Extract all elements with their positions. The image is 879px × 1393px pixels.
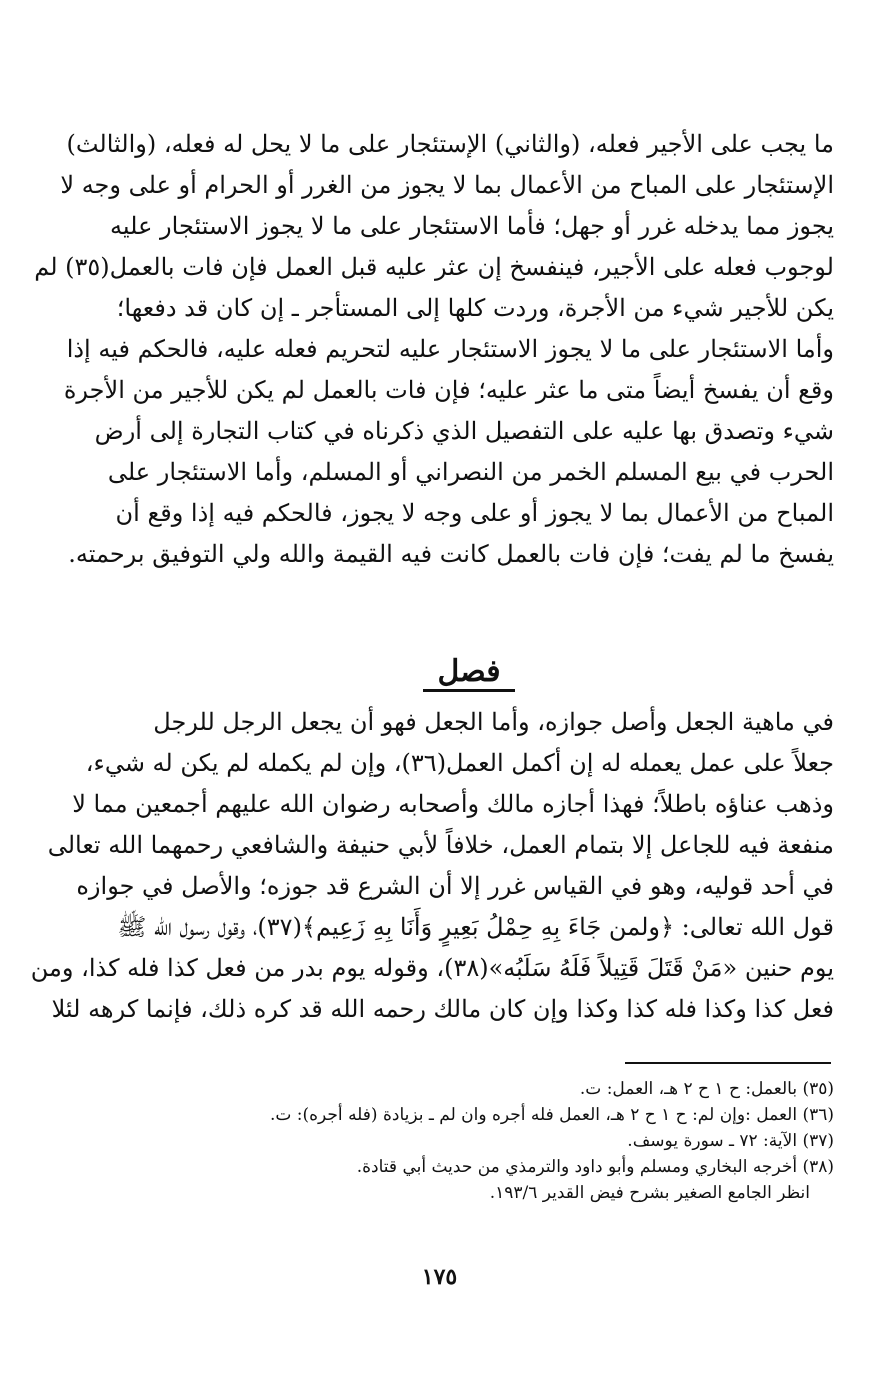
text-line: قول الله تعالى: ﴿ولمن جَاءَ بِهِ حِمْلُ بَعِيرٍ وَأَنَا بِهِ زَعِيم﴾(٣٧)، وقول رسول الله ﷺ xyxy=(117,913,834,941)
text-line: جعلاً على عمل يعمله له إن أكمل العمل(٣٦)، وإن لم يكمله لم يكن له شيء، xyxy=(85,749,834,777)
text-line: يوم حنين «مَنْ قَتَلَ قَتِيلاً فَلَهُ سَلَبُه»(٣٨)، وقوله يوم بدر من فعل كذا فله كذا، ومن xyxy=(30,954,834,982)
text-line: الإستئجار على المباح من الأعمال بما لا يجوز من الغرر أو الحرام أو على وجه لا xyxy=(60,171,834,199)
text-line: الحرب في بيع المسلم الخمر من النصراني أو المسلم، وأما الاستئجار على xyxy=(107,458,834,486)
section-heading-text: فصل xyxy=(423,654,514,692)
text-line: وذهب عناؤه باطلاً؛ فهذا أجازه مالك وأصحابه رضوان الله عليهم أجمعين مما لا xyxy=(72,790,834,818)
footnotes xyxy=(104,1076,834,1206)
footnote-continuation: انظر الجامع الصغير بشرح فيض القدير ١٩٣/٦. xyxy=(489,1183,810,1203)
footnote-divider xyxy=(625,1062,831,1064)
text-line: في أحد قوليه، وهو في القياس غرر إلا أن الشرع قد جوزه؛ والأصل في جوازه xyxy=(76,872,834,900)
text-line: وأما الاستئجار على ما لا يجوز الاستئجار عليه لتحريم فعله عليه، فالحكم فيه إذا xyxy=(66,335,834,363)
text-line: منفعة فيه للجاعل إلا بتمام العمل، خلافاً لأبي حنيفة والشافعي رحمهما الله تعالى xyxy=(47,831,834,859)
text-line: المباح من الأعمال بما لا يجوز أو على وجه لا يجوز، فالحكم فيه إذا وقع أن xyxy=(115,499,834,527)
section-heading xyxy=(104,650,834,694)
text-line: ما يجب على الأجير فعله، (والثاني) الإستئجار على ما لا يحل له فعله، (والثالث) xyxy=(66,130,834,158)
footnote: (٣٥) بالعمل: ح ١ ح ٢ هـ، العمل: ت. xyxy=(579,1079,834,1099)
paragraph-2 xyxy=(30,702,834,1030)
page-number: ١٧٥ xyxy=(421,1264,458,1290)
text-line: يجوز مما يدخله غرر أو جهل؛ فأما الاستئجار على ما لا يجوز الاستئجار عليه xyxy=(110,212,834,240)
text-line: شيء وتصدق بها عليه على التفصيل الذي ذكرناه في كتاب التجارة إلى أرض xyxy=(94,417,834,445)
text-line: لوجوب فعله على الأجير، فينفسخ إن عثر عليه قبل العمل فإن فات بالعمل(٣٥) لم xyxy=(34,253,834,281)
footnote: (٣٧) الآية: ٧٢ ـ سورة يوسف. xyxy=(627,1131,834,1151)
footnote: (٣٦) العمل :وإن لم: ح ١ ح ٢ هـ، العمل فله أجره وان لم ـ بزيادة (فله أجره): ت. xyxy=(269,1105,834,1125)
paragraph-1 xyxy=(34,124,834,575)
text-line: يكن للأجير شيء من الأجرة، وردت كلها إلى المستأجر ـ إن كان قد دفعها؛ xyxy=(116,294,834,322)
text-line: في ماهية الجعل وأصل جوازه، وأما الجعل فهو أن يجعل الرجل للرجل xyxy=(153,708,834,736)
footnote: (٣٨) أخرجه البخاري ومسلم وأبو داود والترمذي من حديث أبي قتادة. xyxy=(356,1157,834,1177)
text-line: فعل كذا وكذا فله كذا وكذا وإن كان مالك رحمه الله قد كره ذلك، فإنما كرهه لئلا xyxy=(51,995,834,1023)
text-line: يفسخ ما لم يفت؛ فإن فات بالعمل كانت فيه القيمة والله ولي التوفيق برحمته. xyxy=(68,540,834,568)
text-line: وقع أن يفسخ أيضاً متى ما عثر عليه؛ فإن فات بالعمل لم يكن للأجير من الأجرة xyxy=(63,376,834,404)
